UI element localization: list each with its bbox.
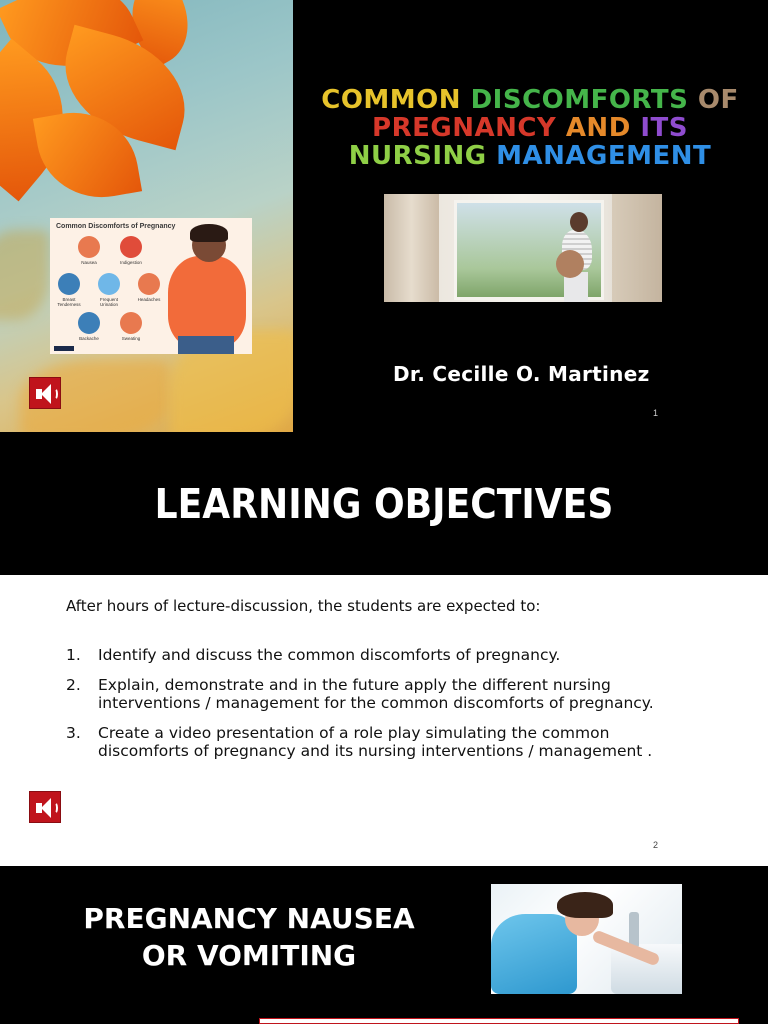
objective-text: Explain, demonstrate and in the future apply the different nursing interventions / management for the common discomforts of pregnancy.	[98, 676, 654, 712]
objectives-list	[66, 646, 686, 772]
illustration-pants	[178, 336, 234, 354]
frequent-urination-icon	[98, 273, 120, 295]
nauseous-pregnant-woman-photo	[491, 884, 682, 994]
page-number: 1	[653, 408, 659, 418]
title-word: OF	[697, 85, 739, 115]
slide-3-title	[70, 900, 428, 974]
title-word: ITS	[640, 113, 688, 143]
infographic-label: Backache	[79, 336, 99, 341]
slide-1-title	[310, 86, 750, 170]
speaker-icon[interactable]	[29, 791, 61, 823]
verywell-logo	[54, 346, 74, 351]
objective-text: Identify and discuss the common discomforts of pregnancy.	[98, 646, 561, 664]
objective-number: 3.	[66, 724, 81, 742]
title-word: PREGNANCY	[372, 113, 557, 143]
title-word: AND	[565, 113, 631, 143]
sweating-icon	[120, 312, 142, 334]
slide-3-title-line: OR VOMITING	[141, 939, 357, 972]
blurred-leaf	[0, 230, 50, 320]
objectives-intro: After hours of lecture-discussion, the students are expected to:	[66, 597, 541, 615]
indigestion-icon	[120, 236, 142, 258]
infographic-label: Nausea	[81, 260, 97, 265]
backache-icon	[78, 312, 100, 334]
title-word: DISCOMFORTS	[470, 85, 689, 115]
slide-2-title: LEARNING OBJECTIVES	[154, 480, 614, 528]
objective-item	[66, 724, 686, 760]
headaches-icon	[138, 273, 160, 295]
objective-item	[66, 676, 686, 712]
title-word: MANAGEMENT	[496, 141, 712, 171]
objective-number: 2.	[66, 676, 81, 694]
discomforts-infographic	[50, 218, 252, 354]
infographic-label: Sweating	[121, 336, 141, 341]
slide-1	[0, 0, 768, 432]
page-number: 2	[653, 840, 659, 850]
author-name: Dr. Cecille O. Martinez	[393, 362, 650, 386]
breast-tenderness-icon	[58, 273, 80, 295]
infographic-label: Frequent Urination	[99, 297, 118, 307]
pregnant-woman-window-photo	[384, 194, 662, 302]
objective-number: 1.	[66, 646, 81, 664]
illustration-hair	[190, 224, 228, 242]
title-word: NURSING	[348, 141, 487, 171]
infographic-label: Breast Tenderness	[57, 297, 81, 307]
infographic-title: Common Discomforts of Pregnancy	[56, 223, 176, 230]
infographic-label: Indigestion	[120, 260, 142, 265]
next-slide-edge	[259, 1018, 739, 1024]
pregnant-woman-illustration	[168, 256, 246, 348]
infographic-label: Headaches	[137, 297, 161, 302]
title-word: COMMON	[321, 85, 462, 115]
objective-item	[66, 646, 686, 664]
slide-3-title-line: PREGNANCY NAUSEA	[83, 902, 415, 935]
speaker-icon[interactable]	[29, 377, 61, 409]
objective-text: Create a video presentation of a role play simulating the common discomforts of pregnancy and its nursing interventions / management .	[98, 724, 653, 760]
nausea-icon	[78, 236, 100, 258]
autumn-leaves-photo	[0, 0, 293, 432]
